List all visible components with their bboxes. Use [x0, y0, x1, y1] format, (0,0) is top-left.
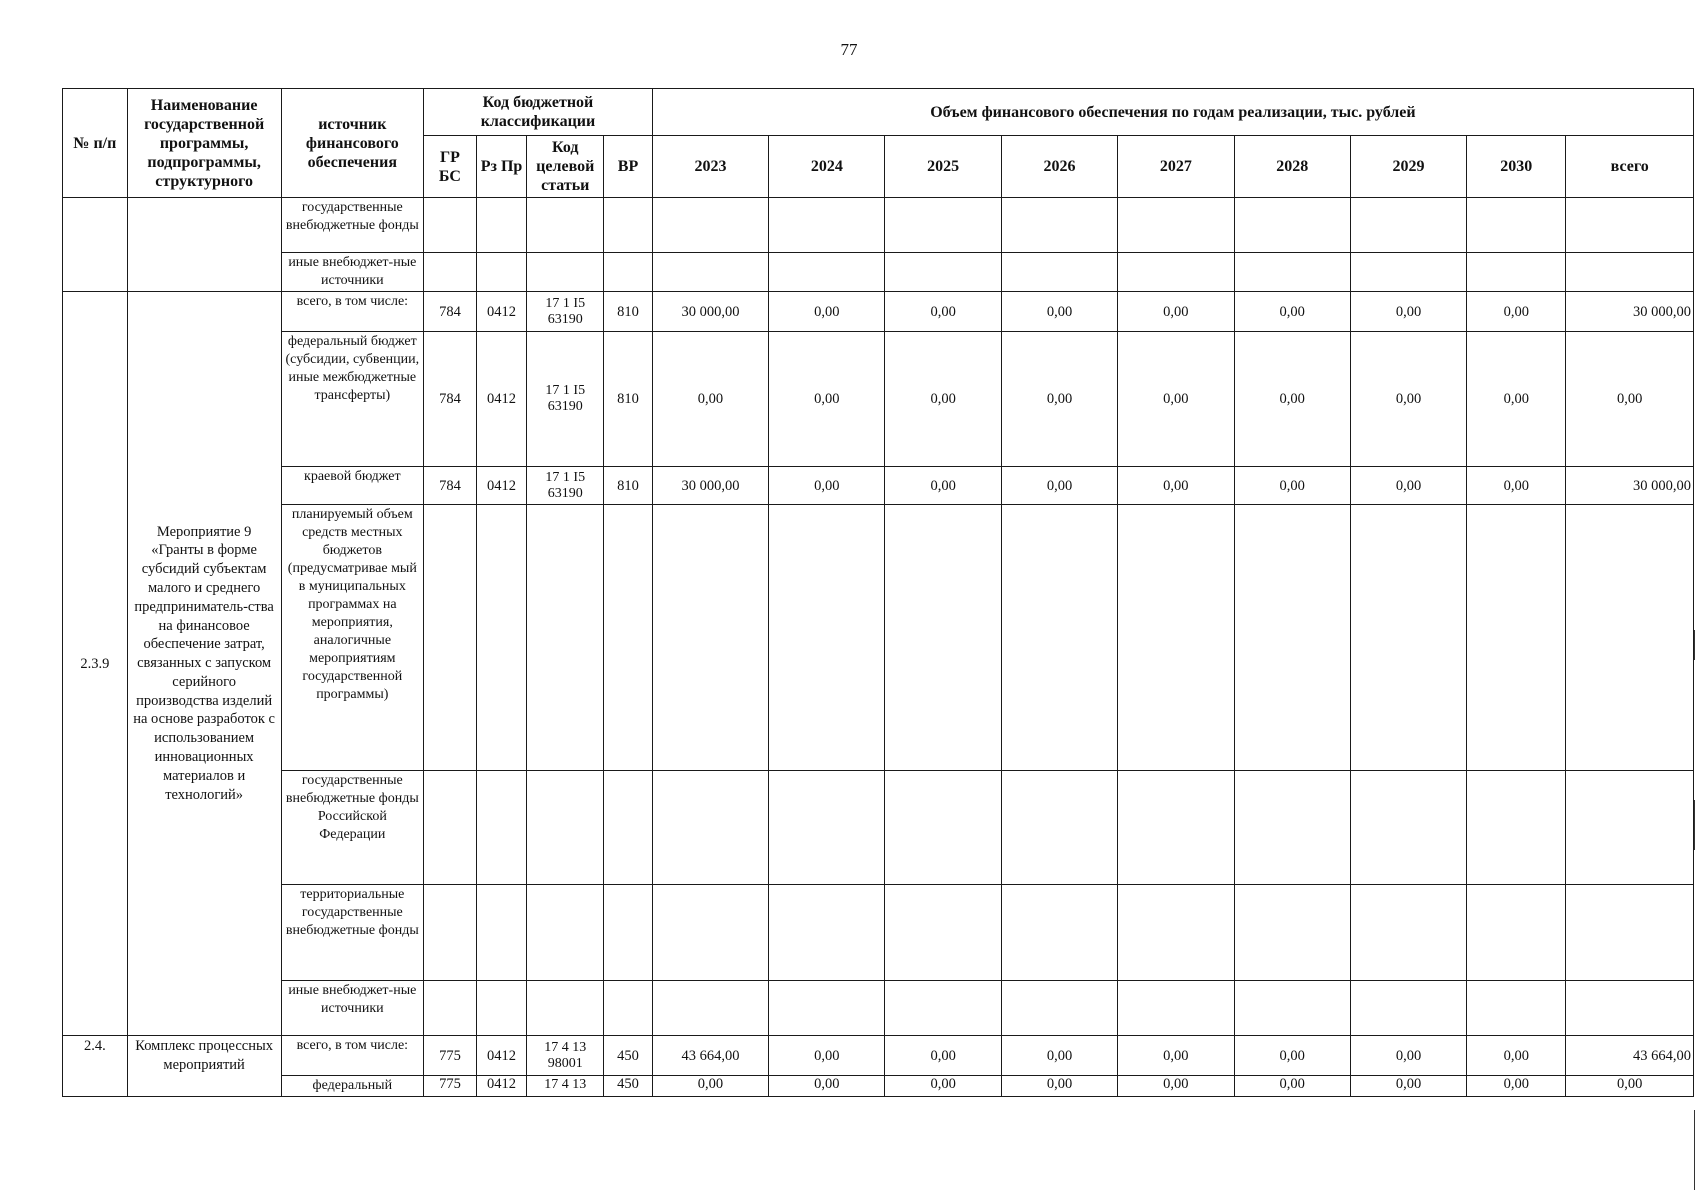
value-cell: 0,00 — [652, 1076, 768, 1097]
value-cell: 0,00 — [1001, 1076, 1117, 1097]
header-year: 2030 — [1467, 136, 1566, 198]
rzpr-cell: 0412 — [476, 467, 527, 505]
total-cell: 0,00 — [1566, 1076, 1694, 1097]
value-cell: 0,00 — [1118, 1076, 1234, 1097]
budget-table — [62, 88, 1694, 1097]
value-cell: 0,00 — [885, 1076, 1001, 1097]
table-row — [63, 467, 1694, 505]
table-row — [63, 253, 1694, 292]
value-cell: 0,00 — [769, 467, 885, 505]
complex-num: 2.4. — [63, 1036, 128, 1097]
table-row — [63, 505, 1694, 771]
value-cell: 0,00 — [1001, 467, 1117, 505]
header-num: № п/п — [63, 89, 128, 198]
value-cell: 0,00 — [769, 292, 885, 332]
kcs-cell: 17 1 I5 63190 — [527, 467, 604, 505]
value-cell: 0,00 — [1118, 467, 1234, 505]
rzpr-cell: 0412 — [476, 292, 527, 332]
source-cell: федеральный — [281, 1076, 424, 1097]
vr-cell: 810 — [604, 467, 653, 505]
complex-name: Комплекс процессных мероприятий — [127, 1036, 281, 1097]
total-cell: 30 000,00 — [1566, 467, 1694, 505]
item-num: 2.3.9 — [63, 292, 128, 1036]
value-cell: 0,00 — [1118, 292, 1234, 332]
cont-name-cell — [127, 198, 281, 292]
value-cell: 0,00 — [1001, 332, 1117, 467]
table-row — [63, 1076, 1694, 1097]
value-cell: 0,00 — [1467, 1036, 1566, 1076]
header-year-total: всего — [1566, 136, 1694, 198]
source-cell: всего, в том числе: — [281, 1036, 424, 1076]
grbs-cell: 784 — [424, 332, 477, 467]
rzpr-cell: 0412 — [476, 1076, 527, 1097]
value-cell: 0,00 — [1001, 292, 1117, 332]
value-cell: 0,00 — [1467, 292, 1566, 332]
value-cell: 0,00 — [1467, 467, 1566, 505]
value-cell: 30 000,00 — [652, 467, 768, 505]
table-row — [63, 771, 1694, 885]
table-row — [63, 198, 1694, 253]
vr-cell: 450 — [604, 1036, 653, 1076]
value-cell: 0,00 — [1350, 292, 1466, 332]
header-grbs: ГР БС — [424, 136, 477, 198]
grbs-cell: 784 — [424, 292, 477, 332]
cont-num-cell — [63, 198, 128, 292]
value-cell: 0,00 — [769, 332, 885, 467]
scan-margin-mark — [1694, 1110, 1695, 1190]
table-row — [63, 332, 1694, 467]
scan-margin-mark — [1694, 800, 1695, 850]
table-row — [63, 1036, 1694, 1076]
value-cell: 0,00 — [885, 467, 1001, 505]
total-cell: 43 664,00 — [1566, 1036, 1694, 1076]
value-cell: 0,00 — [1234, 1036, 1350, 1076]
rzpr-cell: 0412 — [476, 332, 527, 467]
value-cell: 0,00 — [1001, 1036, 1117, 1076]
value-cell: 0,00 — [1234, 292, 1350, 332]
item-name: Мероприятие 9 «Гранты в форме субсидий субъектам малого и среднего предприниматель-ства на финансовое обеспечение затрат, связанных с запуском серийного производства изделий на основе разработок с использованием инновационных материалов и технологий» — [127, 292, 281, 1036]
table-row — [63, 885, 1694, 981]
value-cell: 43 664,00 — [652, 1036, 768, 1076]
source-cell: краевой бюджет — [281, 467, 424, 505]
header-year: 2024 — [769, 136, 885, 198]
value-cell: 0,00 — [1350, 467, 1466, 505]
value-cell: 0,00 — [885, 332, 1001, 467]
total-cell: 30 000,00 — [1566, 292, 1694, 332]
kcs-cell: 17 1 I5 63190 — [527, 332, 604, 467]
kcs-cell: 17 4 13 — [527, 1076, 604, 1097]
source-cell: планируемый объем средств местных бюджетов (предусматривае мый в муниципальных программах на мероприятия, аналогичные мероприятиям государственной программы) — [281, 505, 424, 771]
value-cell: 0,00 — [1350, 1036, 1466, 1076]
header-name: Наименование государственной программы, подпрограммы, структурного — [127, 89, 281, 198]
grbs-cell: 784 — [424, 467, 477, 505]
value-cell: 0,00 — [1118, 1036, 1234, 1076]
header-kbk: Код бюджетной классификации — [424, 89, 653, 136]
grbs-cell: 775 — [424, 1036, 477, 1076]
total-cell: 0,00 — [1566, 332, 1694, 467]
value-cell: 0,00 — [1350, 1076, 1466, 1097]
value-cell: 0,00 — [885, 1036, 1001, 1076]
header-year: 2029 — [1350, 136, 1466, 198]
header-year: 2025 — [885, 136, 1001, 198]
header-year: 2026 — [1001, 136, 1117, 198]
rzpr-cell: 0412 — [476, 1036, 527, 1076]
value-cell: 0,00 — [1234, 332, 1350, 467]
table-row — [63, 292, 1694, 332]
header-volume: Объем финансового обеспечения по годам реализации, тыс. рублей — [652, 89, 1693, 136]
page-number: 77 — [840, 40, 858, 59]
vr-cell: 810 — [604, 292, 653, 332]
source-cell: всего, в том числе: — [281, 292, 424, 332]
value-cell: 0,00 — [769, 1076, 885, 1097]
value-cell: 0,00 — [1234, 467, 1350, 505]
table-row — [63, 981, 1694, 1036]
value-cell: 30 000,00 — [652, 292, 768, 332]
header-year: 2028 — [1234, 136, 1350, 198]
kcs-cell: 17 4 13 98001 — [527, 1036, 604, 1076]
source-cell: федеральный бюджет (субсидии, субвенции, иные межбюджетные трансферты) — [281, 332, 424, 467]
source-cell: государственные внебюджетные фонды — [281, 198, 424, 253]
vr-cell: 810 — [604, 332, 653, 467]
header-year: 2027 — [1118, 136, 1234, 198]
value-cell: 0,00 — [769, 1036, 885, 1076]
header-vr: ВР — [604, 136, 653, 198]
value-cell: 0,00 — [1350, 332, 1466, 467]
value-cell: 0,00 — [1467, 1076, 1566, 1097]
value-cell: 0,00 — [652, 332, 768, 467]
header-rzpr: Рз Пр — [476, 136, 527, 198]
header-kcs: Код целевой статьи — [527, 136, 604, 198]
source-cell: государственные внебюджетные фонды Российской Федерации — [281, 771, 424, 885]
source-cell: иные внебюджет-ные источники — [281, 253, 424, 292]
source-cell: иные внебюджет-ные источники — [281, 981, 424, 1036]
vr-cell: 450 — [604, 1076, 653, 1097]
kcs-cell: 17 1 I5 63190 — [527, 292, 604, 332]
header-year: 2023 — [652, 136, 768, 198]
header-source: источник финансового обеспечения — [281, 89, 424, 198]
value-cell: 0,00 — [885, 292, 1001, 332]
source-cell: территориальные государственные внебюджетные фонды — [281, 885, 424, 981]
scan-margin-mark — [1694, 630, 1695, 660]
grbs-cell: 775 — [424, 1076, 477, 1097]
value-cell: 0,00 — [1467, 332, 1566, 467]
value-cell: 0,00 — [1118, 332, 1234, 467]
value-cell: 0,00 — [1234, 1076, 1350, 1097]
